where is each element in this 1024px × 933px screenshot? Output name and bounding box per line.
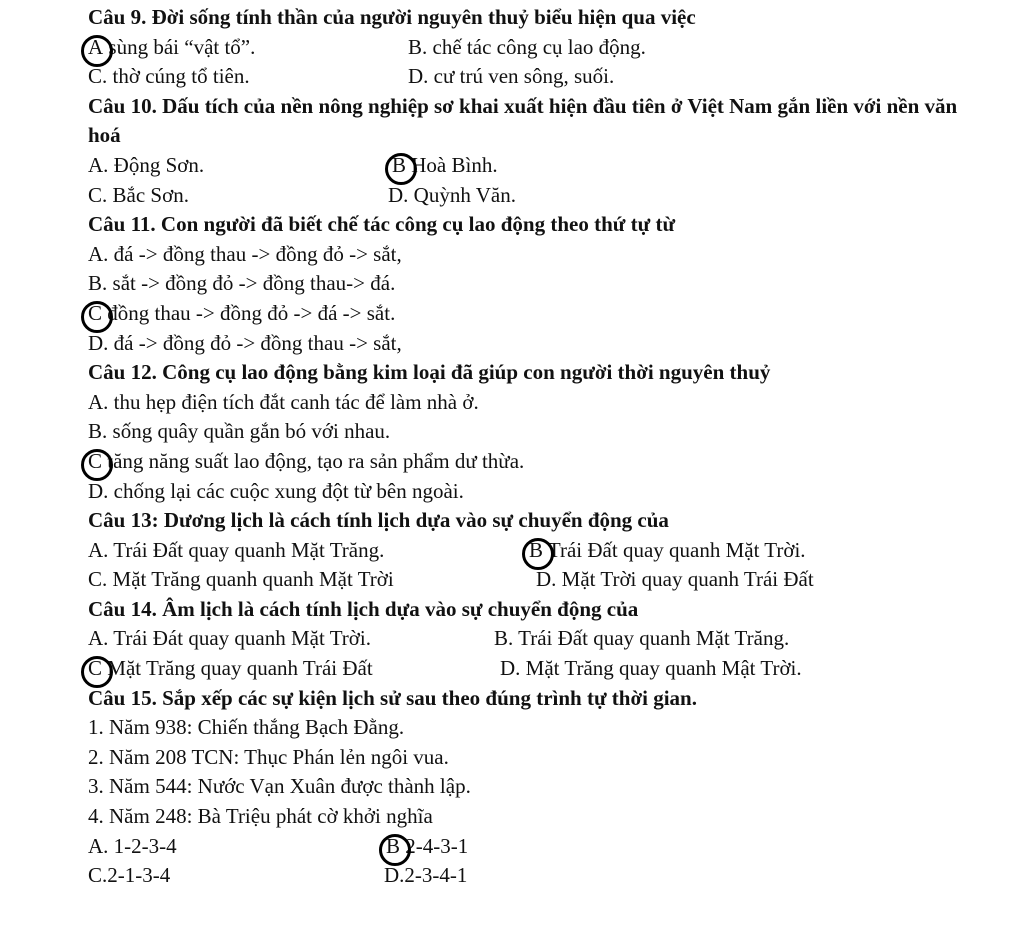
- question-12-option-b-letter: B.: [88, 419, 108, 444]
- question-14-option-d-text: Mặt Trăng quay quanh Mật Trời.: [520, 656, 802, 681]
- question-11-option-d-letter: D.: [88, 330, 109, 355]
- question-13-option-a-letter: A.: [88, 537, 109, 562]
- question-11-stem: Câu 11. Con người đã biết chế tác công cụ lao động theo thứ tự từ: [88, 212, 676, 237]
- question-13-option-c-text: Mặt Trăng quanh quanh Mặt Trời: [107, 567, 394, 592]
- question-11-option-b-text: sắt -> đồng đỏ -> đồng thau-> đá.: [107, 271, 396, 296]
- question-15-option-b-letter: B: [386, 832, 400, 862]
- question-14-option-b: [494, 624, 789, 654]
- question-10-options-row-2: [0, 181, 1024, 211]
- question-15-option-a: [88, 832, 177, 862]
- question-13-stem: Câu 13: Dương lịch là cách tính lịch dựa vào sự chuyển động của: [88, 508, 669, 533]
- question-11-option-b: [88, 269, 395, 299]
- question-13-option-d-text: Mặt Trời quay quanh Trái Đất: [556, 567, 814, 592]
- question-9-option-b-text: chế tác công cụ lao động.: [427, 34, 646, 59]
- question-14-option-b-text: Trái Đất quay quanh Mặt Trăng.: [513, 626, 790, 651]
- question-12-option-b: [88, 417, 390, 447]
- question-9-stem: Câu 9. Đời sống tính thần của người nguyên thuỷ biểu hiện qua việc: [88, 5, 696, 29]
- question-12-option-a-row: [0, 388, 1024, 418]
- question-10-option-a: [88, 151, 204, 181]
- question-12-option-c-text: tăng năng suất lao động, tạo ra sản phẩm dư thừa.: [102, 448, 525, 473]
- question-12-option-a-text: thu hẹp điện tích đắt canh tác để làm nhà ở.: [108, 389, 479, 414]
- question-13-options-row-2: [0, 565, 1024, 595]
- question-11-option-b-letter: B.: [88, 271, 108, 296]
- question-11-option-c: [88, 299, 395, 329]
- question-15-option-d: [384, 861, 467, 891]
- question-10-option-c: [88, 181, 189, 211]
- question-12-option-b-text: sống quây quần gắn bó với nhau.: [107, 419, 391, 444]
- question-9-option-d-letter: D.: [408, 64, 429, 89]
- question-15-stem: Câu 15. Sắp xếp các sự kiện lịch sử sau theo đúng trình tự thời gian.: [88, 685, 697, 710]
- question-9-option-c: [88, 62, 250, 92]
- question-11-option-d-text: đá -> đồng đỏ -> đồng thau -> sắt,: [108, 330, 402, 355]
- question-15-event-4: 4. Năm 248: Bà Triệu phát cờ khởi nghĩa: [88, 804, 433, 829]
- question-10-option-d-text: Quỳnh Văn.: [408, 182, 516, 207]
- question-15-event-2: 2. Năm 208 TCN: Thục Phán lẻn ngôi vua.: [88, 744, 449, 769]
- question-13-option-c-letter: C.: [88, 567, 108, 592]
- question-13-option-a-text: Trái Đất quay quanh Mặt Trăng.: [108, 537, 385, 562]
- question-14-option-d: [500, 654, 802, 684]
- question-13-option-b: [529, 536, 806, 566]
- question-10-option-b: [392, 151, 498, 181]
- question-14-option-d-letter: D.: [500, 656, 521, 681]
- question-9-options-row-2: [0, 62, 1024, 92]
- question-12-option-a-letter: A.: [88, 389, 109, 414]
- question-11-option-b-row: [0, 269, 1024, 299]
- question-15-option-c-text: 2-1-3-4: [107, 863, 171, 888]
- exam-document: [0, 3, 1024, 891]
- question-12-option-d-text: chống lại các cuộc xung đột từ bên ngoài.: [108, 478, 464, 503]
- question-11-option-d-row: [0, 329, 1024, 359]
- question-11-option-c-row: [0, 299, 1024, 329]
- question-9-option-c-letter: C.: [88, 64, 108, 89]
- question-12-option-c-row: [0, 447, 1024, 477]
- question-13-option-d: [536, 565, 814, 595]
- question-9-option-a: [88, 33, 255, 63]
- question-15-event-1: 1. Năm 938: Chiến thắng Bạch Đằng.: [88, 715, 405, 740]
- question-9-option-d-text: cư trú ven sông, suối.: [428, 64, 615, 89]
- question-14-option-a: [88, 624, 371, 654]
- question-15-option-c: [88, 861, 170, 891]
- question-9-option-c-text: thờ cúng tổ tiên.: [107, 64, 250, 89]
- question-14-option-a-text: Trái Đát quay quanh Mặt Trời.: [108, 626, 371, 651]
- question-15-option-d-letter: D.: [384, 863, 405, 888]
- question-9-option-a-text: sùng bái “vật tổ”.: [103, 34, 256, 59]
- question-12-option-c-letter: C: [88, 447, 102, 477]
- question-12-option-d: [88, 477, 464, 507]
- question-9-option-b: [408, 33, 646, 63]
- question-10-option-c-text: Bắc Sơn.: [107, 182, 189, 207]
- question-11-option-c-letter: C: [88, 299, 102, 329]
- question-14-option-c-letter: C: [88, 654, 102, 684]
- question-10-option-b-text: Hoà Bình.: [406, 152, 498, 177]
- question-10-option-b-letter: B: [392, 151, 406, 181]
- question-14-option-a-letter: A.: [88, 626, 109, 651]
- question-14-options-row-2: [0, 654, 1024, 684]
- question-15-option-c-letter: C.: [88, 863, 108, 888]
- question-15-option-b-text: 2-4-3-1: [400, 833, 469, 858]
- question-13-option-b-letter: B: [529, 536, 543, 566]
- question-15-option-a-letter: A.: [88, 833, 109, 858]
- question-14-option-b-letter: B.: [494, 626, 514, 651]
- question-12-stem: Câu 12. Công cụ lao động bằng kim loại đã giúp con người thời nguyên thuỷ: [88, 360, 771, 385]
- question-11-option-a-row: [0, 240, 1024, 270]
- question-12-option-b-row: [0, 417, 1024, 447]
- question-11-option-a-letter: A.: [88, 241, 109, 266]
- question-10-stem: Câu 10. Dấu tích của nền nông nghiệp sơ khai xuất hiện đầu tiên ở Việt Nam gắn liền với nền văn hoá: [88, 93, 958, 148]
- question-14-options-row-1: [0, 624, 1024, 654]
- question-13-options-row-1: [0, 536, 1024, 566]
- question-9-option-a-letter: A: [88, 33, 103, 63]
- question-10-options-row-1: [0, 151, 1024, 181]
- question-12-option-d-letter: D.: [88, 478, 109, 503]
- question-15-options-row-1: [0, 832, 1024, 862]
- question-10-option-a-text: Động Sơn.: [108, 152, 205, 177]
- question-15-event-3: 3. Năm 544: Nước Vạn Xuân được thành lập.: [88, 774, 471, 799]
- question-12-option-c: [88, 447, 524, 477]
- question-11-option-a-text: đá -> đồng thau -> đồng đỏ -> sắt,: [108, 241, 402, 266]
- question-13-option-a: [88, 536, 384, 566]
- question-12-option-a: [88, 388, 479, 418]
- question-11-option-a: [88, 240, 402, 270]
- question-13-option-c: [88, 565, 394, 595]
- question-14-option-c-text: Mặt Trăng quay quanh Trái Đất: [102, 656, 373, 681]
- question-9-option-d: [408, 62, 614, 92]
- question-15-option-a-text: 1-2-3-4: [108, 833, 177, 858]
- question-15-option-b: [386, 832, 468, 862]
- question-10-option-d-letter: D.: [388, 182, 409, 207]
- question-12-option-d-row: [0, 477, 1024, 507]
- question-14-stem: Câu 14. Âm lịch là cách tính lịch dựa vào sự chuyển động của: [88, 596, 639, 621]
- question-11-option-c-text: đồng thau -> đồng đỏ -> đá -> sắt.: [102, 300, 396, 325]
- question-11-option-d: [88, 329, 402, 359]
- question-9-options-row-1: [0, 33, 1024, 63]
- question-13-option-b-text: Trái Đất quay quanh Mặt Trời.: [543, 537, 806, 562]
- question-9-option-b-letter: B.: [408, 34, 428, 59]
- question-10-option-d: [388, 181, 516, 211]
- question-14-option-c: [88, 654, 373, 684]
- question-15-option-d-text: 2-3-4-1: [404, 863, 468, 888]
- question-10-option-a-letter: A.: [88, 152, 109, 177]
- question-13-option-d-letter: D.: [536, 567, 557, 592]
- question-10-option-c-letter: C.: [88, 182, 108, 207]
- question-15-options-row-2: [0, 861, 1024, 891]
